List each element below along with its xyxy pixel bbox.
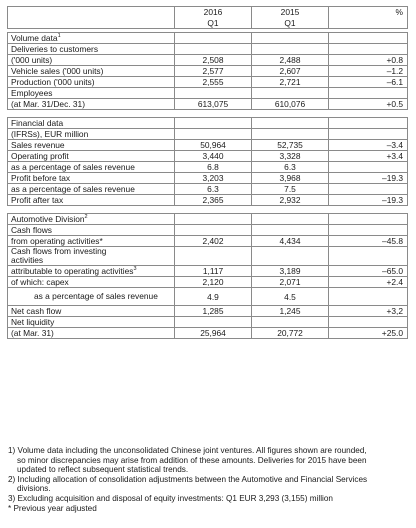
financial-label: as a percentage of sales revenue [8,184,175,195]
financial-label: Profit before tax [8,173,175,184]
financial-value-2015: 52,735 [252,140,329,151]
volume-row [8,77,408,88]
footnote-marker: 1 [57,33,61,39]
cfi-row [8,247,408,266]
financial-label: Sales revenue [8,140,175,151]
volume-change [329,44,408,55]
financial-change [329,184,408,195]
header-year-2015: 2015 [252,7,329,18]
volume-value-2015: 2,607 [252,66,329,77]
volume-row [8,66,408,77]
footnote [8,475,408,494]
footnote-text: * Previous year adjusted [8,503,97,513]
net-liquidity-label: Net liquidity [8,317,175,328]
attributable-change: –65.0 [329,266,408,277]
volume-title: Volume data$^1$ [8,33,175,44]
volume-row [8,55,408,66]
net-cash-flow-row [8,306,408,317]
financial-value-2016: 3,203 [175,173,252,184]
capex-pct-change [329,288,408,306]
volume-value-2015: 2,488 [252,55,329,66]
cfo-change: –45.8 [329,236,408,247]
financial-row [8,151,408,162]
net-liquidity-title-row [8,317,408,328]
financial-label: Profit after tax [8,195,175,206]
header-year-2016: 2016 [175,7,252,18]
header-period-2016: Q1 [175,18,252,29]
volume-value-2015 [252,88,329,99]
capex-2016: 2,120 [175,277,252,288]
cfo-row [8,236,408,247]
cfi-label: Cash flows from investing activities [8,247,175,266]
capex-change: +2.4 [329,277,408,288]
footnote [8,446,408,475]
attributable-label: attributable to operating activities$^3$ [8,266,175,277]
cfo-2015: 4,434 [252,236,329,247]
footnote-continuation: so minor discrepancies may arise from addition of these amounts. Deliveries for 2015 have been [17,455,367,465]
attributable-row [8,266,408,277]
volume-label: Vehicle sales ('000 units) [8,66,175,77]
volume-change: +0.8 [329,55,408,66]
financial-row [8,195,408,206]
financial-change: –19.3 [329,173,408,184]
volume-label: (at Mar. 31/Dec. 31) [8,99,175,110]
attributable-2015: 3,189 [252,266,329,277]
financial-value-2016: 2,365 [175,195,252,206]
financial-label: (IFRSs), EUR million [8,129,175,140]
volume-change: +0.5 [329,99,408,110]
footnote-marker: 2 [84,214,88,220]
volume-label: Production ('000 units) [8,77,175,88]
header-period-2015: Q1 [252,18,329,29]
financial-row [8,129,408,140]
cash-flows-label: Cash flows [8,225,175,236]
footnote [8,504,408,514]
volume-value-2015: 2,721 [252,77,329,88]
capex-pct-label: as a percentage of sales revenue [8,288,175,306]
financial-value-2015 [252,129,329,140]
capex-2015: 2,071 [252,277,329,288]
capex-label: of which: capex [8,277,175,288]
financial-value-2015: 3,328 [252,151,329,162]
footnote-text: 1) Volume data including the unconsolidated Chinese joint ventures. All figures shown are rounded, [8,446,367,455]
automotive-title-row [8,214,408,225]
key-figures-document [7,6,407,339]
volume-value-2016: 2,508 [175,55,252,66]
financial-value-2015: 2,932 [252,195,329,206]
financial-value-2015: 3,968 [252,173,329,184]
volume-label: ('000 units) [8,55,175,66]
financial-value-2016: 3,440 [175,151,252,162]
footnote-continuation: updated to reflect subsequent statistical trends. [17,465,189,475]
key-figures-table [7,6,408,339]
attributable-2016: 1,117 [175,266,252,277]
financial-value-2016: 50,964 [175,140,252,151]
volume-title-row [8,33,408,44]
volume-value-2016 [175,88,252,99]
financial-change: –19.3 [329,195,408,206]
financial-value-2015: 6.3 [252,162,329,173]
financial-value-2016 [175,129,252,140]
net-cash-flow-change: +3,2 [329,306,408,317]
footnote-text: 2) Including allocation of consolidation adjustments between the Automotive and Financial Services [8,474,368,484]
financial-value-2016: 6.3 [175,184,252,195]
footnotes [8,446,408,513]
header-row-years [8,7,408,18]
financial-change [329,118,408,129]
net-liquidity-2016: 25,964 [175,328,252,339]
capex-pct-row [8,288,408,306]
net-liquidity-date-label: (at Mar. 31) [8,328,175,339]
financial-row [8,118,408,129]
footnote-continuation: divisions. [17,484,51,494]
volume-row [8,88,408,99]
volume-value-2016: 2,555 [175,77,252,88]
cash-flows-row [8,225,408,236]
financial-value-2016 [175,118,252,129]
volume-row [8,99,408,110]
capex-row [8,277,408,288]
financial-value-2016: 6.8 [175,162,252,173]
financial-section [8,118,408,206]
volume-change [329,88,408,99]
cfo-label: from operating activities* [8,236,175,247]
net-cash-flow-2015: 1,245 [252,306,329,317]
volume-value-2015 [252,44,329,55]
financial-change: +3.4 [329,151,408,162]
volume-change: –6.1 [329,77,408,88]
footnote-text: 3) Excluding acquisition and disposal of equity investments: Q1 EUR 3,293 (3,155) million [8,493,333,503]
volume-label: Employees [8,88,175,99]
net-liquidity-2015: 20,772 [252,328,329,339]
net-liquidity-row [8,328,408,339]
cfo-2016: 2,402 [175,236,252,247]
volume-label: Deliveries to customers [8,44,175,55]
net-liquidity-change: +25.0 [329,328,408,339]
financial-change [329,162,408,173]
footnote [8,494,408,504]
header-row-periods [8,18,408,29]
volume-section [8,44,408,110]
financial-value-2015: 7.5 [252,184,329,195]
financial-label: Operating profit [8,151,175,162]
capex-pct-2016: 4.9 [175,288,252,306]
volume-row [8,44,408,55]
net-cash-flow-2016: 1,285 [175,306,252,317]
financial-label: as a percentage of sales revenue [8,162,175,173]
header-change-label: % [329,7,408,18]
footnote-marker: 3 [133,266,137,272]
volume-value-2016: 613,075 [175,99,252,110]
financial-label: Financial data [8,118,175,129]
financial-row [8,184,408,195]
net-cash-flow-label: Net cash flow [8,306,175,317]
volume-change: –1.2 [329,66,408,77]
financial-row [8,140,408,151]
automotive-title: Automotive Division$^2$ [8,214,175,225]
volume-value-2015: 610,076 [252,99,329,110]
financial-value-2015 [252,118,329,129]
financial-change: –3.4 [329,140,408,151]
capex-pct-2015: 4.5 [252,288,329,306]
volume-value-2016: 2,577 [175,66,252,77]
financial-row [8,173,408,184]
financial-change [329,129,408,140]
volume-value-2016 [175,44,252,55]
financial-row [8,162,408,173]
